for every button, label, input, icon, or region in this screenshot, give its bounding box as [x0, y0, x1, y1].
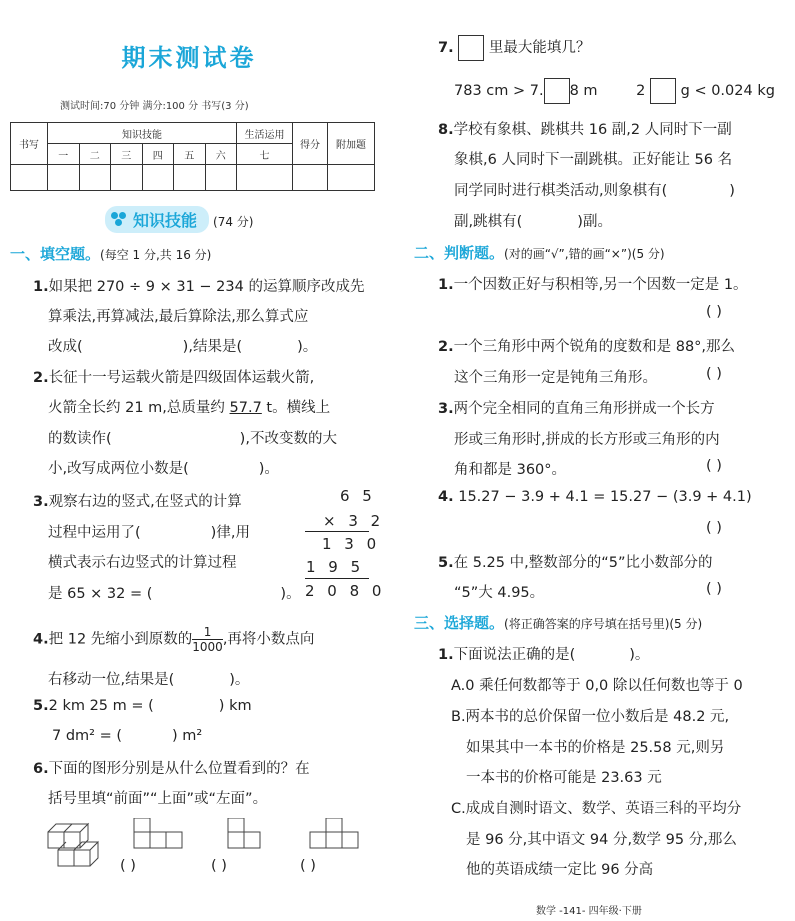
score-header-shuxie: 书写	[11, 123, 48, 165]
score-cell[interactable]	[79, 165, 111, 191]
score-cell[interactable]	[293, 165, 328, 191]
j1-line1: 1.一个因数正好与积相等,另一个因数一定是 1。	[438, 277, 748, 293]
section-title: 二、判断题。	[414, 244, 505, 262]
score-col-3: 三	[111, 144, 143, 165]
q1-line3: 改成( ),结果是( )。	[48, 339, 318, 355]
q2-line2: 火箭全长约 21 m,总质量约 57.7 t。横线上	[48, 400, 331, 416]
banner-label: 知识技能	[133, 211, 198, 230]
view-figure-3	[308, 818, 360, 850]
q3-line3: 横式表示右边竖式的计算过程	[48, 555, 237, 571]
option-b-line2: 如果其中一本书的价格是 25.58 元,则另	[466, 740, 725, 756]
q4-line1: 4.把 12 先缩小到原数的 $\frac{1}{1000}$ ,再将小数点向	[33, 625, 315, 654]
score-cell[interactable]	[174, 165, 206, 191]
option-c-line1: C.成成自测时语文、数学、英语三科的平均分	[451, 801, 742, 817]
q1-line1: 1.如果把 270 ÷ 9 × 31 − 234 的运算顺序改成先	[33, 279, 365, 295]
q3-line4: 是 65 × 32 = ( )。	[48, 586, 301, 602]
j2-line1: 2.一个三角形中两个锐角的度数和是 88°,那么	[438, 339, 736, 355]
vertical-calc-row2: × 3 2	[323, 512, 385, 530]
view-figure-1	[132, 818, 184, 850]
option-c-line3: 他的英语成绩一定比 96 分高	[466, 862, 654, 878]
score-col-4: 四	[142, 144, 174, 165]
blank-box[interactable]	[650, 78, 676, 104]
j3-line3: 角和都是 360°。	[454, 462, 567, 478]
answer-paren[interactable]: ( )	[300, 858, 316, 874]
q5-line1: 5.2 km 25 m = ( ) km	[33, 698, 252, 714]
q8-line4: 副,跳棋有( )副。	[454, 214, 612, 230]
score-cell[interactable]	[48, 165, 80, 191]
exam-info: 测试时间:70 分钟 满分:100 分 书写(3 分)	[60, 101, 249, 112]
page-title: 期末测试卷	[121, 43, 257, 72]
q8-line2: 象棋,6 人同时下一副跳棋。正好能让 56 名	[454, 152, 733, 168]
q7-line2: 783 cm > 7. 8 m 2 g < 0.024 kg	[454, 78, 775, 104]
section-fill-blank-heading	[10, 243, 211, 264]
option-c-line2: 是 96 分,其中语文 94 分,数学 95 分,那么	[466, 832, 737, 848]
q4-line2: 右移动一位,结果是( )。	[48, 672, 250, 688]
answer-paren[interactable]: ( )	[211, 858, 227, 874]
q6-line1: 6.下面的图形分别是从什么位置看到的？在	[33, 761, 310, 777]
score-header-defen: 得分	[293, 123, 328, 165]
q3-line1: 3.观察右边的竖式,在竖式的计算	[33, 494, 242, 510]
calc-line	[305, 578, 369, 579]
answer-paren[interactable]: ( )	[706, 304, 722, 320]
q5-line2: 7 dm² = ( ) m²	[52, 728, 203, 744]
score-cell[interactable]	[142, 165, 174, 191]
section-title: 一、填空题。	[10, 245, 101, 263]
blank-box[interactable]	[458, 35, 484, 61]
blank-box[interactable]	[544, 78, 570, 104]
q7-line1: 7. 里最大能填几？	[438, 35, 590, 61]
score-col-7: 七	[237, 144, 293, 165]
option-b-line1: B.两本书的总价保留一位小数后是 48.2 元,	[451, 709, 730, 725]
score-col-2: 二	[79, 144, 111, 165]
j2-line2: 这个三角形一定是钝角三角形。	[454, 370, 657, 386]
section-true-false-heading	[414, 242, 665, 263]
score-cell[interactable]	[111, 165, 143, 191]
calc-line	[305, 531, 369, 532]
q8-line1: 8.学校有象棋、跳棋共 16 副,2 人同时下一副	[438, 122, 732, 138]
section-banner	[105, 206, 253, 233]
score-col-6: 六	[205, 144, 237, 165]
option-b-line3: 一本书的价格可能是 23.63 元	[466, 770, 662, 786]
page-footer: 数学 -141- 四年级·下册	[536, 906, 642, 917]
q8-line3: 同学同时进行棋类活动,则象棋有( )	[454, 183, 735, 199]
score-col-1: 一	[48, 144, 80, 165]
q2-line1: 2.长征十一号运载火箭是四级固体运载火箭,	[33, 370, 315, 386]
option-a: A.0 乘任何数都等于 0,0 除以任何数也等于 0	[451, 678, 743, 694]
score-cell[interactable]	[205, 165, 237, 191]
q1-line2: 算乘法,再算减法,最后算除法,那么算式应	[48, 309, 309, 325]
j4-line1: 4. 15.27 − 3.9 + 4.1 = 15.27 − (3.9 + 4.1)	[438, 489, 752, 505]
section-note: (对的画“√”,错的画“×”)(5 分)	[504, 247, 665, 261]
fraction: $\frac{1}{1000}$	[192, 625, 223, 654]
section-choice-heading	[414, 612, 702, 633]
answer-paren[interactable]: ( )	[706, 520, 722, 536]
q3-line2: 过程中运用了( )律,用	[48, 525, 250, 541]
c1-line1: 1.下面说法正确的是( )。	[438, 647, 650, 663]
answer-paren[interactable]: ( )	[120, 858, 136, 874]
j3-line2: 形或三角形时,拼成的长方形或三角形的内	[454, 432, 720, 448]
j5-line1: 5.在 5.25 中,整数部分的“5”比小数部分的	[438, 555, 713, 571]
score-col-5: 五	[174, 144, 206, 165]
q6-line2: 括号里填“前面”“上面”或“左面”。	[48, 791, 268, 807]
score-table	[10, 122, 375, 191]
vertical-calc-row3: 1 3 0	[322, 535, 381, 553]
score-cell[interactable]	[328, 165, 375, 191]
q2-line3: 的数读作( ),不改变数的大	[48, 431, 337, 447]
score-header-zhishi: 知识技能	[48, 123, 237, 144]
score-cell[interactable]	[11, 165, 48, 191]
section-note: (每空 1 分,共 16 分)	[100, 248, 212, 262]
score-header-fujia: 附加题	[328, 123, 375, 165]
answer-paren[interactable]: ( )	[706, 366, 722, 382]
section-title: 三、选择题。	[414, 614, 505, 632]
answer-paren[interactable]: ( )	[706, 458, 722, 474]
q2-line4: 小,改写成两位小数是( )。	[48, 461, 279, 477]
score-cell[interactable]	[237, 165, 293, 191]
banner-points: (74 分)	[213, 215, 254, 229]
j3-line1: 3.两个完全相同的直角三角形拼成一个长方	[438, 401, 715, 417]
view-figure-2	[226, 818, 266, 850]
j5-line2: “5”大 4.95。	[454, 585, 545, 601]
vertical-calc-row4: 1 9 5	[306, 558, 365, 576]
score-header-shenghuo: 生活运用	[237, 123, 293, 144]
section-note: (将正确答案的序号填在括号里)(5 分)	[504, 617, 703, 631]
vertical-calc-row1: 6 5	[340, 487, 376, 505]
vertical-calc-row5: 2 0 8 0	[305, 582, 386, 600]
cube-figure	[42, 818, 104, 870]
answer-paren[interactable]: ( )	[706, 581, 722, 597]
